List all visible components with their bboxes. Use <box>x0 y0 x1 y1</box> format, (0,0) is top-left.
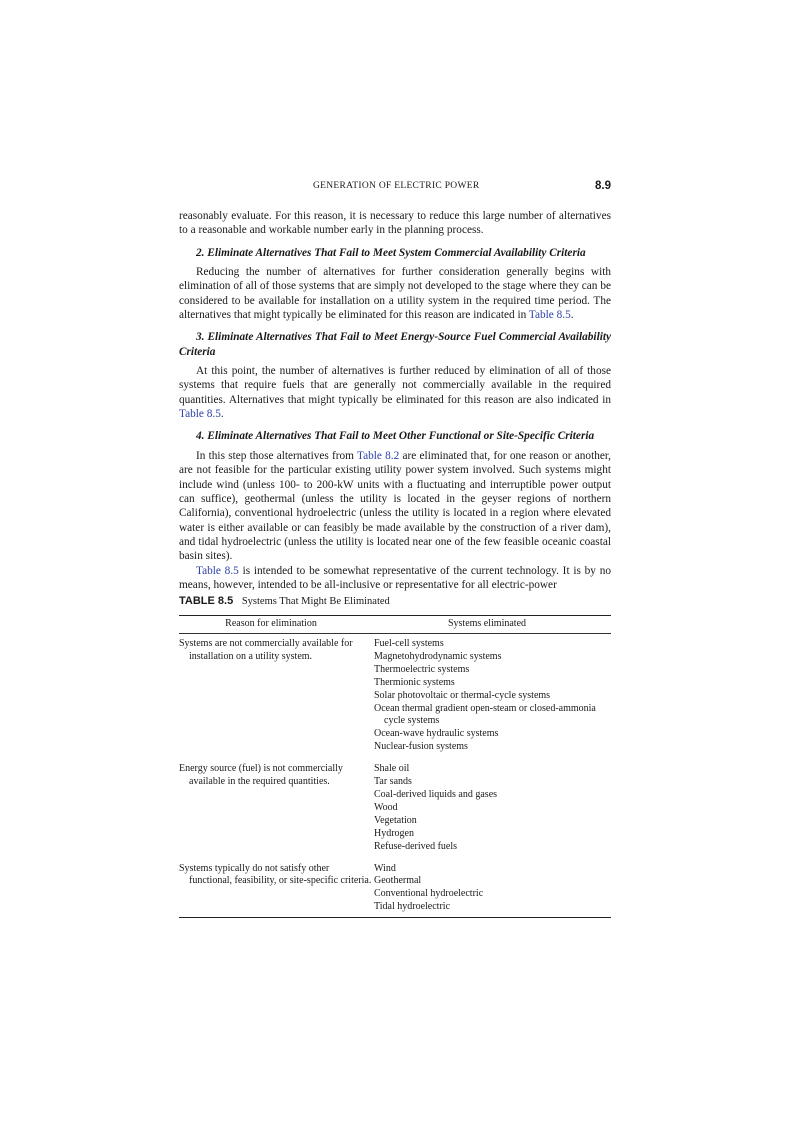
reason-cell <box>179 638 374 754</box>
paragraph-text: . <box>220 408 224 421</box>
system-item: Tar sands <box>374 776 412 788</box>
table-reference-link[interactable]: Table 8.5 <box>179 408 221 421</box>
paragraph-text: In this step those alternatives from <box>196 449 357 462</box>
system-item: Geothermal <box>374 875 422 887</box>
systems-cell <box>374 763 611 853</box>
systems-cell <box>374 863 611 915</box>
reason-cell <box>179 863 374 915</box>
table-label: TABLE 8.5 <box>179 595 234 607</box>
system-item: Conventional hydroelectric <box>374 888 484 900</box>
system-item: Thermionic systems <box>374 676 455 688</box>
systems-cell <box>374 638 611 754</box>
system-item: Vegetation <box>374 814 417 826</box>
page-number: 8.9 <box>595 180 611 192</box>
section-heading: 3. Eliminate Alternatives That Fail to Meet Energy-Source Fuel Commercial Availability Criteria <box>179 331 611 358</box>
reason-text: Energy source (fuel) is not commercially available in the required quantities. <box>179 763 343 788</box>
system-item: Wood <box>374 801 398 813</box>
system-item: Solar photovoltaic or thermal-cycle systems <box>374 689 551 701</box>
system-item: Ocean thermal gradient open-steam or closed-ammonia cycle systems <box>374 702 596 727</box>
table-reference-link[interactable]: Table 8.5 <box>196 564 239 577</box>
system-item: Shale oil <box>374 763 410 775</box>
system-item: Coal-derived liquids and gases <box>374 788 498 800</box>
reason-cell <box>179 763 374 853</box>
systems-eliminated-table <box>179 615 611 918</box>
reason-text: Systems typically do not satisfy other functional, feasibility, or site-specific criteria. <box>179 862 372 887</box>
paragraph <box>179 449 611 564</box>
system-item: Wind <box>374 862 396 874</box>
paragraph-text: are eliminated that, for one reason or another, are not feasible for the particular existing utility power system involved. Such systems might include wind (unless 100- to 200-kW units with a fluctuating and interruptible power output can suffice), geothermal (unless the utility is located in the geyser regions of northern California), conventional hydroelectric (unless the utility is located in a region where elevated water is either available or can feasibly be made available by the construction of a river dam), and tidal hydroelectric (unless the utility is located near one of the few feasible oceanic coastal basin sites). <box>179 449 611 563</box>
system-item: Magnetohydrodynamic systems <box>374 650 502 662</box>
section-heading: 4. Eliminate Alternatives That Fail to Meet Other Functional or Site-Specific Criteria <box>196 430 595 443</box>
paragraph-text: is intended to be somewhat representative of the current technology. It is by no means, however, intended to be all-inclusive or representative for all electric-power <box>179 564 611 591</box>
table-row <box>179 754 611 853</box>
system-item: Ocean-wave hydraulic systems <box>374 728 499 740</box>
paragraph-text: At this point, the number of alternatives is further reduced by elimination of all of those systems that require fuels that are generally not commercially available in the required quantities. Alternatives that might typically be eliminated for this reason are also indicated in <box>179 365 611 406</box>
column-header-reason: Reason for elimination <box>225 618 317 630</box>
running-title: GENERATION OF ELECTRIC POWER <box>313 181 480 191</box>
system-item: Thermoelectric systems <box>374 663 470 675</box>
table-header-row <box>179 616 611 634</box>
paragraph <box>179 564 611 593</box>
table-reference-link[interactable]: Table 8.2 <box>357 449 400 462</box>
table-row <box>179 854 611 918</box>
system-item: Fuel-cell systems <box>374 638 444 649</box>
paragraph <box>179 364 611 421</box>
table-body <box>179 634 611 917</box>
section-heading: 2. Eliminate Alternatives That Fail to Meet System Commercial Availability Criteria <box>196 246 586 259</box>
body-text <box>179 209 611 592</box>
reason-text: Systems are not commercially available for installation on a utility system. <box>179 638 353 662</box>
paragraph <box>179 265 611 322</box>
table-caption <box>179 595 390 607</box>
system-item: Tidal hydroelectric <box>374 901 451 913</box>
system-item: Nuclear-fusion systems <box>374 741 468 753</box>
paragraph-text: reasonably evaluate. For this reason, it is necessary to reduce this large number of alternatives to a reasonable and workable number early in the planning process. <box>179 210 611 237</box>
table-caption-text: Systems That Might Be Eliminated <box>241 596 390 607</box>
paragraph <box>179 209 611 238</box>
paragraph-text: . <box>570 309 574 322</box>
running-header <box>179 181 611 195</box>
table-row <box>179 634 611 754</box>
paragraph-text: Reducing the number of alternatives for further consideration generally begins with elimination of all of those systems that are simply not developed to the stage where they can be considered to be available for installation on a utility system in the required time period. The alternatives that might typically be eliminated for this reason are indicated in <box>179 266 611 322</box>
system-item: Refuse-derived fuels <box>374 840 458 852</box>
system-item: Hydrogen <box>374 827 414 839</box>
table-reference-link[interactable]: Table 8.5 <box>528 309 571 322</box>
column-header-systems: Systems eliminated <box>447 618 527 630</box>
